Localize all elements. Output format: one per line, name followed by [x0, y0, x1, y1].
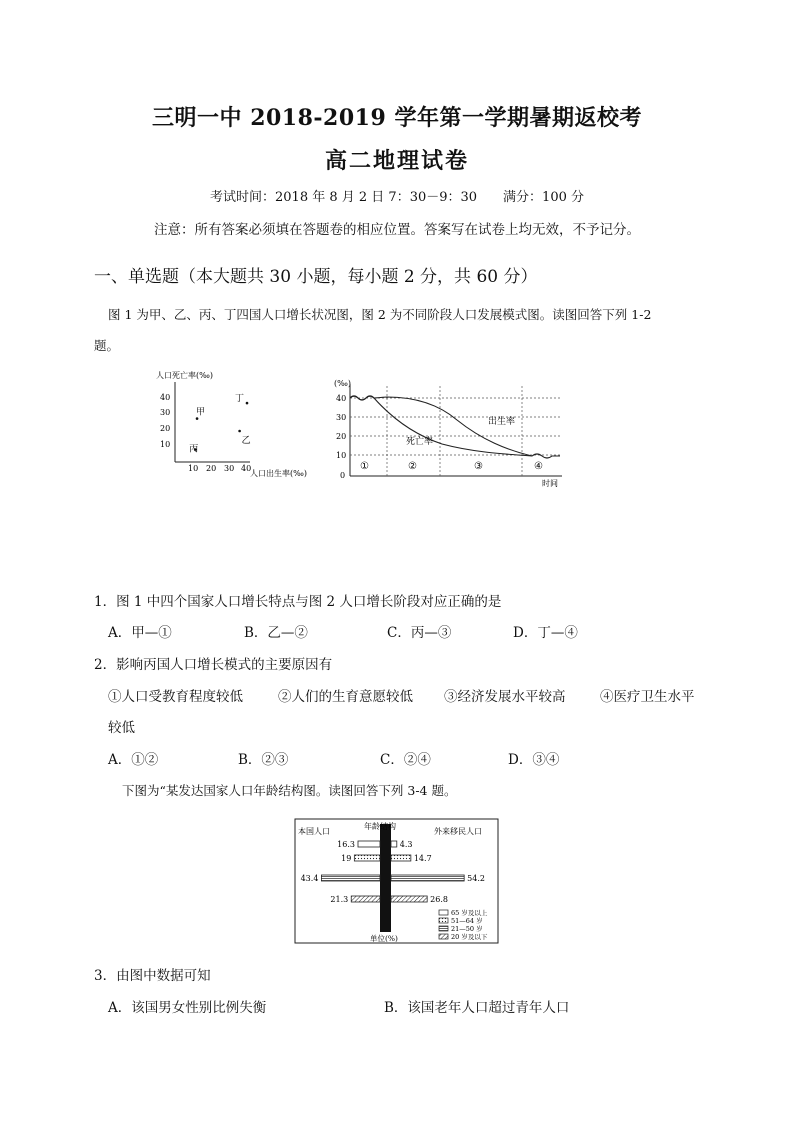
intro-1-line1: 图 1 为甲、乙、丙、丁四国人口增长状况图，图 2 为不同阶段人口发展模式图。读图回答下列 1-2: [108, 307, 652, 322]
fig2-xlabel: 时间: [542, 479, 558, 488]
fig1-point-label: 丙: [189, 444, 199, 455]
fig1-point: [238, 430, 241, 433]
fig3-legend-label: 21—50 岁: [451, 925, 483, 933]
fig3-bar-native: [321, 875, 380, 881]
fig2-stage-3: ③: [474, 461, 483, 472]
q1-option-c: C．丙—③: [387, 625, 452, 641]
fig1-ytick-40: 40: [160, 393, 171, 402]
fig3-bar-immigrant: [391, 841, 397, 847]
fig3-value-native: 21.3: [330, 895, 349, 904]
fig3-value-native: 19: [341, 854, 352, 863]
fig2-unit: (‰): [334, 379, 351, 388]
section-title: 一、单选题（本大题共 30 小题，每小题 2 分，共 60 分）: [94, 267, 538, 287]
fig1-xtick-40: 40: [241, 464, 252, 473]
fig3-value-native: 43.4: [300, 874, 319, 883]
fig3-bar-immigrant: [391, 855, 411, 861]
fig2-stage-1: ①: [360, 461, 369, 472]
fig3-value-immigrant: 4.3: [399, 840, 413, 849]
fig2-gridlines: [350, 386, 560, 476]
fig3-legend-label: 65 岁及以上: [451, 909, 488, 917]
q2-item-1: ①人口受教育程度较低: [108, 689, 243, 705]
q2-option-a: A．①②: [108, 752, 159, 768]
q3-stem: 3．由图中数据可知: [94, 968, 211, 984]
fig2-stage-2: ②: [408, 461, 417, 472]
exam-title: 三明一中 2018-2019 学年第一学期暑期返校考: [152, 105, 642, 131]
fig1-ytick-10: 10: [160, 440, 171, 449]
fig1-xtick-30: 30: [224, 464, 235, 473]
q2-option-d: D．③④: [508, 752, 560, 768]
fig3-bar-immigrant: [391, 896, 427, 902]
q3-option-b: B．该国老年人口超过青年人口: [384, 1000, 570, 1016]
fig3-value-native: 16.3: [337, 840, 355, 849]
fig3-unit: 单位(%): [370, 934, 398, 943]
exam-subtitle: 高二地理试卷: [324, 148, 469, 174]
q2-item-4: ④医疗卫生水平: [600, 689, 695, 705]
fig1-point-label: 甲: [196, 407, 206, 418]
fig3-legend-swatch: [439, 926, 448, 931]
intro-2: 下图为“某发达国家人口年龄结构图。读图回答下列 3-4 题。: [122, 783, 457, 798]
q2-stem: 2．影响丙国人口增长模式的主要原因有: [94, 657, 333, 673]
fig1-ytick-30: 30: [160, 408, 171, 417]
fig3-left-label: 本国人口: [298, 827, 330, 836]
fig3-value-immigrant: 26.8: [430, 895, 448, 904]
intro-1-line2: 题。: [94, 338, 120, 353]
q1-option-d: D．丁—④: [513, 625, 578, 641]
fig1-point: [246, 402, 249, 405]
q1-option-a: A．甲—①: [108, 625, 172, 641]
fig2-ytick-10: 10: [336, 451, 347, 460]
q2-item-2: ②人们的生育意愿较低: [278, 689, 413, 705]
fig1-xtick-10: 10: [188, 464, 199, 473]
fig2-ytick-20: 20: [336, 432, 347, 441]
fig1-point-label: 丁: [235, 394, 245, 405]
fig2-death-label: 死亡率: [406, 437, 434, 447]
fig2-stage-4: ④: [534, 461, 543, 472]
q3-option-a: A．该国男女性别比例失衡: [108, 1000, 267, 1016]
fig1-ylabel: 人口死亡率(‰): [156, 371, 213, 380]
fig3-right-label: 外来移民人口: [434, 827, 482, 836]
exam-info: 考试时间：2018 年 8 月 2 日 7：30－9：30 满分：100 分: [210, 190, 584, 205]
figure-2-transition: [332, 378, 572, 490]
q1-stem: 1．图 1 中四个国家人口增长特点与图 2 人口增长阶段对应正确的是: [94, 594, 502, 610]
figure-1-scatter: [150, 368, 320, 483]
fig1-ytick-20: 20: [160, 424, 171, 433]
fig3-title: 年龄结构: [364, 822, 396, 831]
fig3-bar-native: [358, 841, 380, 847]
fig3-bar-immigrant: [391, 875, 464, 881]
q2-option-b: B．②③: [238, 752, 289, 768]
q2-option-c: C．②④: [380, 752, 431, 768]
fig3-bar-native: [351, 896, 380, 902]
fig2-ytick-0: 0: [340, 471, 346, 480]
fig3-legend-swatch: [439, 918, 448, 923]
fig1-xlabel: 人口出生率(‰): [250, 469, 307, 478]
fig2-ytick-30: 30: [336, 413, 347, 422]
fig3-legend-label: 20 岁及以下: [451, 933, 488, 941]
q1-option-b: B．乙—②: [244, 625, 308, 641]
fig1-point-label: 乙: [241, 436, 251, 446]
fig1-xtick-20: 20: [206, 464, 217, 473]
q2-item-4-cont: 较低: [108, 720, 135, 736]
fig3-value-immigrant: 54.2: [467, 874, 485, 883]
fig3-legend-label: 51—64 岁: [451, 917, 483, 925]
fig3-legend-swatch: [439, 934, 448, 939]
exam-notice: 注意：所有答案必须填在答题卷的相应位置。答案写在试卷上均无效，不予记分。: [154, 222, 640, 238]
fig1-point: [196, 417, 199, 420]
fig2-ytick-40: 40: [336, 394, 347, 403]
figure-3-age-structure: [294, 818, 500, 945]
fig2-birth-label: 出生率: [488, 417, 516, 427]
fig3-value-immigrant: 14.7: [413, 854, 432, 863]
fig3-center-axis: [380, 824, 391, 932]
fig3-legend-swatch: [439, 910, 448, 915]
fig3-bar-native: [354, 855, 380, 861]
q2-item-3: ③经济发展水平较高: [444, 689, 566, 705]
